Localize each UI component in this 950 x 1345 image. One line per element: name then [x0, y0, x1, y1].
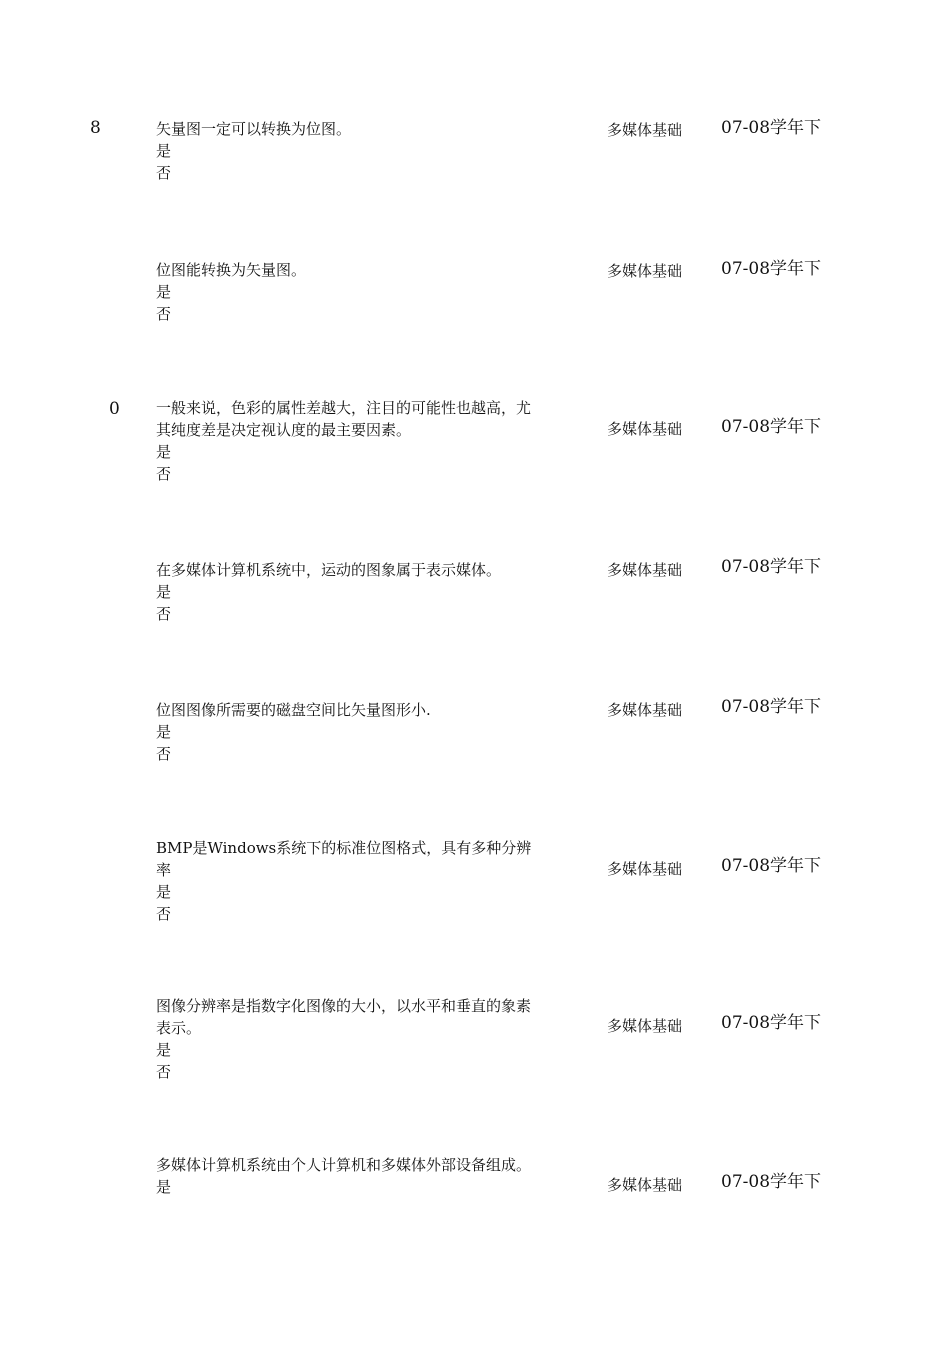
question-block	[156, 118, 536, 184]
question-block	[156, 559, 536, 625]
question-number: 8	[90, 118, 101, 138]
question-block	[156, 397, 536, 485]
subject-label: 多媒体基础	[607, 860, 683, 878]
option-no: 否	[156, 905, 172, 923]
term-label: 07-08学年下	[721, 417, 822, 437]
question-text: 图像分辨率是指数字化图像的大小，以水平和垂直的象素表示。	[156, 997, 532, 1037]
term-label: 07-08学年下	[721, 557, 822, 577]
option-yes: 是	[156, 723, 172, 741]
option-no: 否	[156, 605, 172, 623]
option-yes: 是	[156, 283, 172, 301]
subject-label: 多媒体基础	[607, 561, 683, 579]
question-text: 位图图像所需要的磁盘空间比矢量图形小.	[156, 701, 431, 719]
option-no: 否	[156, 305, 172, 323]
question-block	[156, 995, 536, 1083]
option-yes: 是	[156, 142, 172, 160]
subject-label: 多媒体基础	[607, 1176, 683, 1194]
question-text: BMP是Windows系统下的标准位图格式，具有多种分辨率	[156, 839, 532, 879]
option-yes: 是	[156, 1041, 172, 1059]
question-block	[156, 1154, 536, 1198]
question-text: 多媒体计算机系统由个人计算机和多媒体外部设备组成。	[156, 1156, 532, 1174]
subject-label: 多媒体基础	[607, 701, 683, 719]
option-no: 否	[156, 745, 172, 763]
subject-label: 多媒体基础	[607, 1017, 683, 1035]
term-label: 07-08学年下	[721, 118, 822, 138]
question-text: 一般来说，色彩的属性差越大，注目的可能性也越高，尤其纯度差是决定视认度的最主要因素。	[156, 399, 532, 439]
option-no: 否	[156, 465, 172, 483]
option-yes: 是	[156, 1178, 172, 1196]
question-text: 在多媒体计算机系统中，运动的图象属于表示媒体。	[156, 561, 502, 579]
question-number: 0	[109, 399, 120, 419]
subject-label: 多媒体基础	[607, 121, 683, 139]
question-text: 位图能转换为矢量图。	[156, 261, 307, 279]
term-label: 07-08学年下	[721, 1013, 822, 1033]
question-block	[156, 699, 536, 765]
term-label: 07-08学年下	[721, 856, 822, 876]
option-no: 否	[156, 164, 172, 182]
question-text: 矢量图一定可以转换为位图。	[156, 120, 352, 138]
subject-label: 多媒体基础	[607, 420, 683, 438]
question-block	[156, 837, 536, 925]
term-label: 07-08学年下	[721, 697, 822, 717]
question-block	[156, 259, 536, 325]
subject-label: 多媒体基础	[607, 262, 683, 280]
option-no: 否	[156, 1063, 172, 1081]
term-label: 07-08学年下	[721, 259, 822, 279]
option-yes: 是	[156, 583, 172, 601]
option-yes: 是	[156, 883, 172, 901]
term-label: 07-08学年下	[721, 1172, 822, 1192]
option-yes: 是	[156, 443, 172, 461]
